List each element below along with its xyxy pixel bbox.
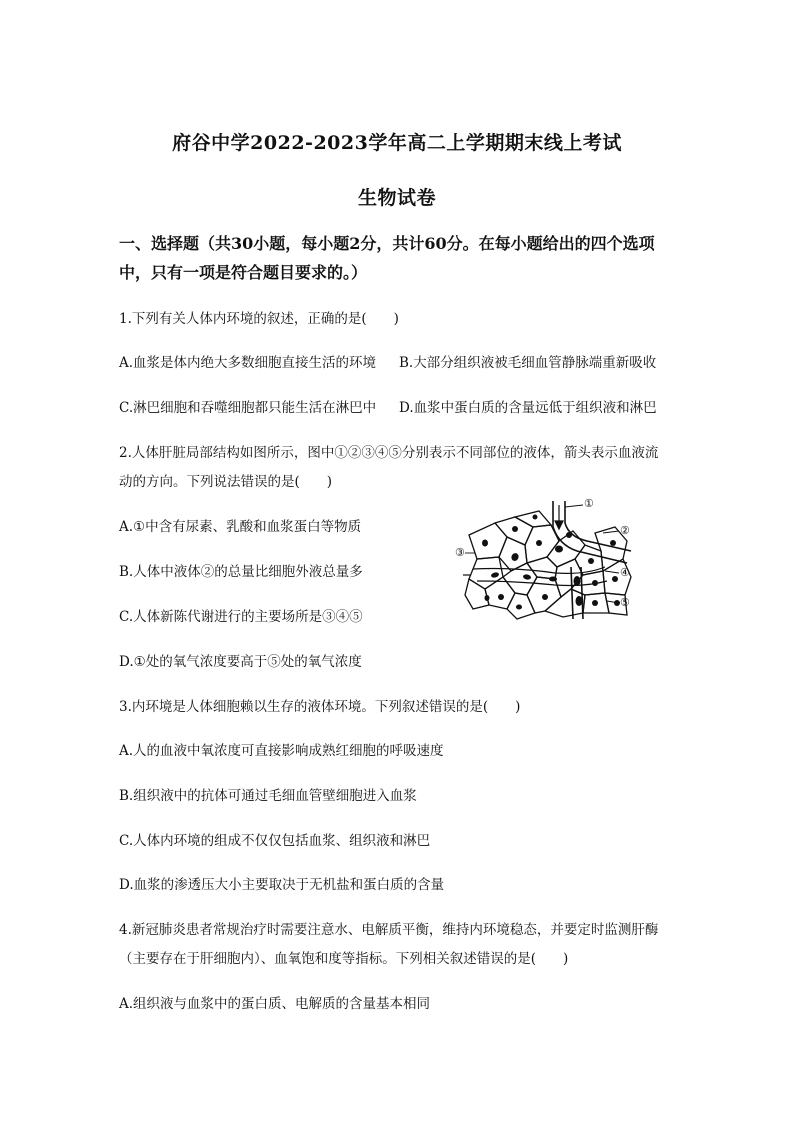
q2-stem-line-2: 动的方向。下列说法错误的是( )	[119, 474, 333, 490]
section-heading	[119, 229, 679, 287]
q1-option-c: C.淋巴细胞和吞噬细胞都只能生活在淋巴中	[119, 400, 377, 416]
liver-structure-figure	[455, 497, 640, 622]
q3-option-d: D.血浆的渗透压大小主要取决于无机盐和蛋白质的含量	[119, 877, 445, 893]
q2-option-b: B.人体中液体②的总量比细胞外液总量多	[119, 564, 363, 580]
q2-option-d: D.①处的氧气浓度要高于⑤处的氧气浓度	[119, 654, 362, 670]
figure-label-2: ②	[620, 524, 630, 537]
q2-option-a: A.①中含有尿素、乳酸和血浆蛋白等物质	[119, 519, 362, 535]
q3-option-b: B.组织液中的抗体可通过毛细血管壁细胞进入血浆	[119, 788, 417, 804]
exam-title: 府谷中学2022-2023学年高二上学期期末线上考试	[172, 132, 622, 154]
figure-label-4: ④	[620, 566, 630, 579]
figure-label-3: ③	[455, 546, 465, 559]
q1-option-a: A.血浆是体内绝大多数细胞直接生活的环境	[119, 355, 377, 371]
q2-option-c: C.人体新陈代谢进行的主要场所是③④⑤	[119, 609, 363, 625]
q2-stem-line-1: 2.人体肝脏局部结构如图所示，图中①②③④⑤分别表示不同部位的液体，箭头表示血液流	[119, 445, 659, 461]
q4-stem-line-2: （主要存在于肝细胞内）、血氧饱和度等指标。下列相关叙述错误的是( )	[119, 951, 569, 967]
liver-diagram	[455, 497, 640, 622]
q4-stem-line-1: 4.新冠肺炎患者常规治疗时需要注意水、电解质平衡，维持内环境稳态，并要定时监测肝酶	[119, 922, 659, 938]
q1-option-d: D.血浆中蛋白质的含量远低于组织液和淋巴	[399, 400, 657, 416]
section-heading-line-2: 中，只有一项是符合题目要求的。）	[119, 263, 368, 282]
q3-option-c: C.人体内环境的组成不仅仅包括血浆、组织液和淋巴	[119, 833, 431, 849]
figure-label-1: ①	[584, 497, 594, 510]
exam-subtitle: 生物试卷	[357, 187, 436, 209]
q3-stem: 3.内环境是人体细胞赖以生存的液体环境。下列叙述错误的是( )	[119, 699, 521, 715]
q3-option-a: A.人的血液中氧浓度可直接影响成熟红细胞的呼吸速度	[119, 743, 444, 759]
figure-label-5: ⑤	[620, 596, 630, 609]
q4-option-a: A.组织液与血浆中的蛋白质、电解质的含量基本相同	[119, 996, 431, 1012]
section-heading-line-1: 一、选择题（共30小题，每小题2分，共计60分。在每小题给出的四个选项	[119, 234, 655, 253]
q1-stem: 1.下列有关人体内环境的叙述，正确的是( )	[119, 311, 399, 327]
q1-option-b: B.大部分组织液被毛细血管静脉端重新吸收	[399, 355, 657, 371]
